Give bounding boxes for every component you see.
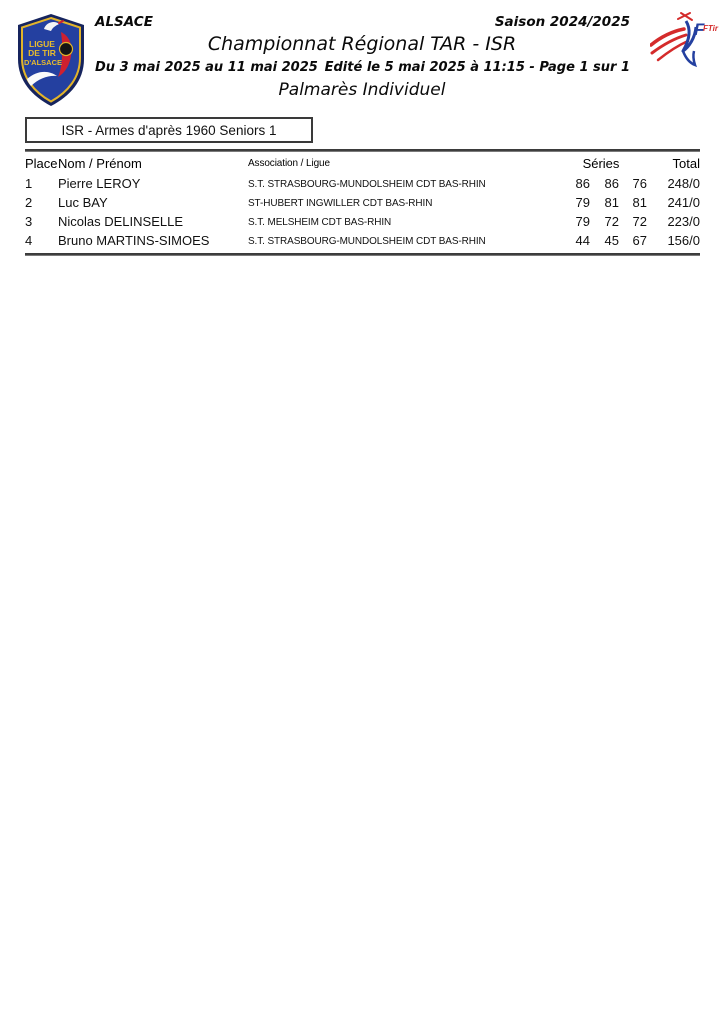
table-row (25, 193, 700, 212)
table-bottom-rule (25, 253, 700, 256)
cell-place: 2 (25, 195, 33, 210)
cell-place: 1 (25, 176, 33, 191)
header-association: Association / Ligue (248, 157, 330, 169)
shield-text-line3: D'ALSACE (23, 58, 63, 67)
cell-place: 3 (25, 214, 33, 229)
edition-info-label: Edité le 5 mai 2025 à 11:15 - Page 1 sur 1 (324, 60, 630, 75)
cell-series-3: 72 (632, 214, 647, 229)
cell-total: 241/0 (667, 195, 700, 210)
header-place: Place (25, 155, 58, 171)
cell-place: 4 (25, 233, 33, 248)
table-row (25, 174, 700, 193)
table-body (25, 174, 700, 250)
cell-series-1: 86 (575, 176, 590, 191)
season-label: Saison 2024/2025 (494, 14, 630, 30)
cell-association: S.T. MELSHEIM CDT BAS-RHIN (248, 215, 392, 228)
cell-series-1: 79 (575, 214, 590, 229)
date-range-label: Du 3 mai 2025 au 11 mai 2025 (95, 60, 318, 75)
header-top-row (95, 14, 630, 30)
table-row (25, 231, 700, 250)
document-subtitle: Palmarès Individuel (278, 80, 446, 100)
category-box (25, 117, 313, 143)
cell-series-2: 45 (604, 233, 619, 248)
header-total: Total (672, 155, 700, 171)
header-date-row (95, 60, 630, 75)
cell-name: Bruno MARTINS-SIMOES (58, 233, 210, 248)
cell-association: ST-HUBERT INGWILLER CDT BAS-RHIN (248, 196, 433, 209)
cell-series-1: 79 (575, 195, 590, 210)
fftir-letter-f: F (694, 20, 705, 39)
cell-total: 223/0 (667, 214, 700, 229)
fftir-rooster-icon (650, 10, 720, 76)
table-header-row (25, 152, 700, 174)
cell-name: Luc BAY (58, 195, 108, 210)
category-label: ISR - Armes d'après 1960 Seniors 1 (61, 122, 277, 138)
cell-series-3: 81 (632, 195, 647, 210)
results-table (25, 149, 700, 256)
table-row (25, 212, 700, 231)
header-series: Séries (582, 155, 620, 171)
cell-series-2: 81 (604, 195, 619, 210)
cell-name: Nicolas DELINSELLE (58, 214, 183, 229)
cell-association: S.T. STRASBOURG-MUNDOLSHEIM CDT BAS-RHIN (248, 234, 486, 247)
header-name: Nom / Prénom (58, 155, 142, 171)
shield-text-line2: DE TIR (28, 48, 56, 58)
region-label: ALSACE (95, 14, 153, 30)
cell-name: Pierre LEROY (58, 176, 141, 191)
cell-total: 156/0 (667, 233, 700, 248)
shield-text-line1: LIGUE (29, 39, 55, 49)
cell-association: S.T. STRASBOURG-MUNDOLSHEIM CDT BAS-RHIN (248, 177, 486, 190)
document-title: Championnat Régional TAR - ISR (207, 33, 517, 55)
fftir-letters-ftir: FTir (703, 24, 718, 33)
cell-series-3: 67 (632, 233, 647, 248)
cell-series-3: 76 (632, 176, 647, 191)
cell-series-1: 44 (575, 233, 590, 248)
cell-series-2: 72 (604, 214, 619, 229)
cell-series-2: 86 (604, 176, 619, 191)
cell-total: 248/0 (667, 176, 700, 191)
